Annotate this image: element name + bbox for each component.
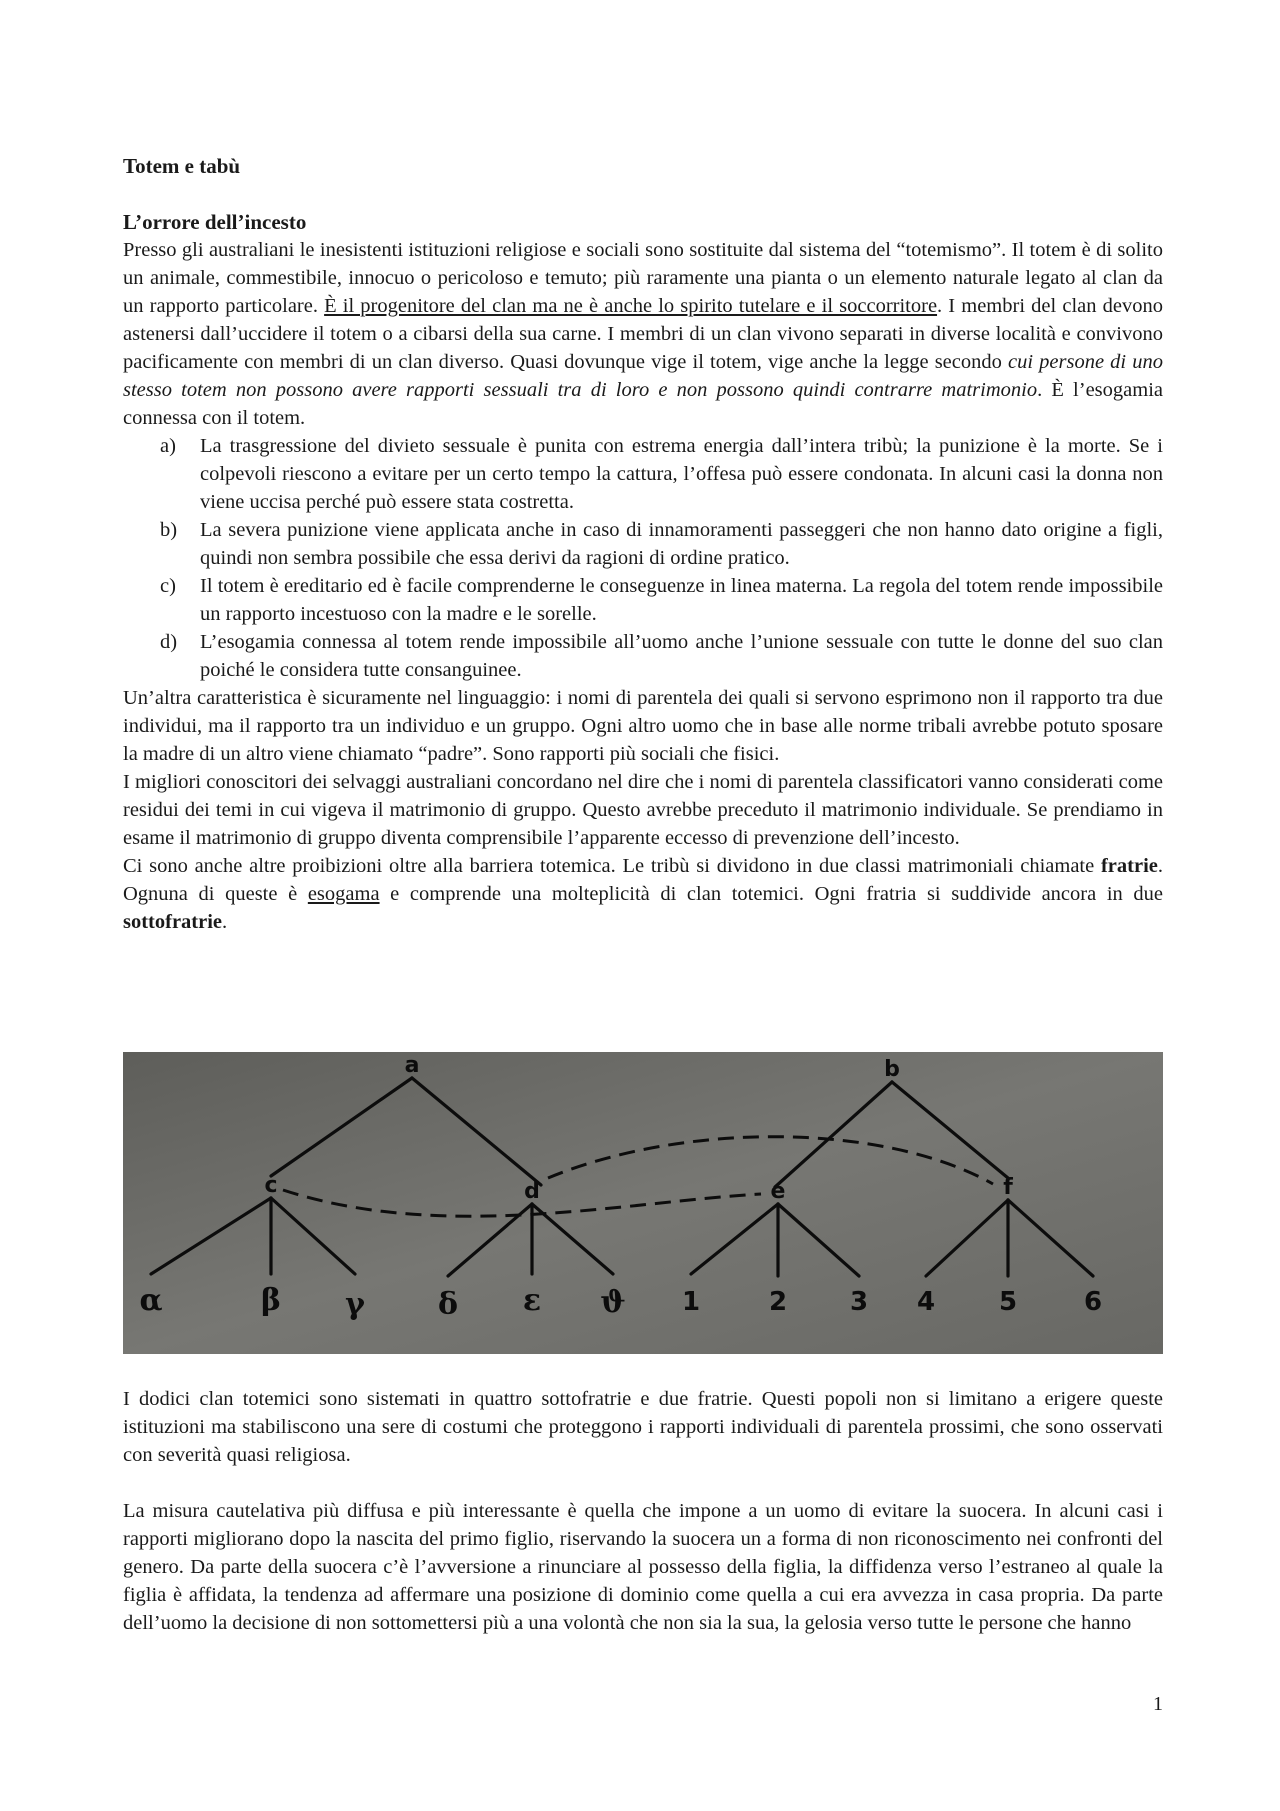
intro-underlined: È il progenitore del clan ma ne è anche lo spirito tutelare e il soccorritore [324, 295, 938, 317]
fratrie-text-1: Ci sono anche altre proibizioni oltre alla barriera totemica. Le tribù si dividono in due classi matrimoniali chiamate [123, 855, 1101, 877]
intro-text-3: . È l’esogamia connessa con il totem. [123, 379, 1163, 429]
fratrie-paragraph [123, 852, 1163, 936]
list-item [160, 432, 1163, 516]
section-mother-in-law [123, 1497, 1163, 1637]
list-item [160, 628, 1163, 684]
list-marker: c) [160, 575, 176, 597]
fratrie-text-2: . Ognuna di queste è [123, 855, 1163, 905]
kinship-diagram-svg [123, 1052, 1163, 1354]
clans-paragraph: I dodici clan totemici sono sistemati in quattro sottofratrie e due fratrie. Questi popoli non si limitano a erigere queste istituzioni ma stabiliscono una sere di costumi che proteggono i rapporti individuali di parentela prossimi, che sono osservati con severità quasi religiosa. [123, 1388, 1163, 1466]
list-item [160, 572, 1163, 628]
document-title: Totem e tabù [123, 154, 241, 178]
node-clan-beta: β [261, 1283, 281, 1318]
language-paragraph: Un’altra caratteristica è sicuramente nel linguaggio: i nomi di parentela dei quali si servono esprimono non il rapporto tra due individui, ma il rapporto tra un individuo e un gruppo. Ogni altro uomo che in base alle norme tribali avrebbe potuto sposare la madre di un altro viene chiamato “padre”. Sono rapporti più sociali che fisici. [123, 687, 1163, 765]
node-clan-theta: ϑ [600, 1285, 626, 1320]
intro-text-1: Presso gli australiani le inesistenti istituzioni religiose e sociali sono sostituite dal sistema del “totemismo”. Il totem è di solito un animale, commestibile, innocuo o pericoloso e temuto; più raramente una pianta o un elemento naturale legato al clan da un rapporto particolare. [123, 239, 1163, 317]
kinship-diagram [123, 1052, 1163, 1354]
intro-text-2: . I membri del clan devono astenersi dall’uccidere il totem o a cibarsi della sua carne. I membri di un clan vivono separati in diverse località e convivono pacificamente con membri di un clan diverso. Quasi dovunque vige il totem, vige anche la legge secondo [123, 295, 1163, 373]
node-clan-2: 2 [768, 1287, 788, 1317]
list-marker: a) [160, 435, 176, 457]
fratrie-text-3: e comprende una molteplicità di clan totemici. Ogni fratria si suddivide ancora in due [379, 883, 1163, 905]
section-incest [123, 208, 1163, 936]
node-sottofratria-c: c [264, 1173, 278, 1198]
node-sottofratria-d: d [524, 1179, 540, 1204]
node-clan-5: 5 [998, 1287, 1018, 1317]
section-after-diagram [123, 1385, 1163, 1469]
term-sottofratrie: sottofratrie [123, 911, 223, 933]
rules-list [123, 432, 1163, 684]
node-clan-3: 3 [849, 1287, 869, 1317]
list-item [160, 516, 1163, 572]
list-marker: b) [160, 519, 178, 541]
list-marker: d) [160, 631, 178, 653]
term-fratrie: fratrie [1100, 855, 1158, 877]
node-clan-alpha: α [139, 1283, 163, 1318]
node-clan-epsilon: ε [522, 1283, 542, 1318]
intro-paragraph [123, 236, 1163, 432]
node-clan-delta: δ [437, 1287, 459, 1322]
node-sottofratria-e: e [770, 1179, 786, 1204]
page-number: 1 [1153, 1693, 1163, 1715]
experts-paragraph: I migliori conoscitori dei selvaggi australiani concordano nel dire che i nomi di parentela classificatori vanno considerati come residui dei temi in cui vigeva il matrimonio di gruppo. Questo avrebbe preceduto il matrimonio individuale. Se prendiamo in esame il matrimonio di gruppo diventa comprensibile l’apparente eccesso di prevenzione dell’incesto. [123, 771, 1163, 849]
intro-italic: cui persone di uno stesso totem non possono avere rapporti sessuali tra di loro e non possono quindi contrarre matrimonio [123, 351, 1163, 401]
list-item-text: L’esogamia connessa al totem rende impossibile all’uomo anche l’unione sessuale con tutte le donne del suo clan poiché le considera tutte consanguinee. [200, 631, 1163, 681]
list-item-text: Il totem è ereditario ed è facile comprenderne le conseguenze in linea materna. La regola del totem rende impossibile un rapporto incestuoso con la madre e le sorelle. [200, 575, 1163, 625]
list-item-text: La severa punizione viene applicata anche in caso di innamoramenti passeggeri che non hanno dato origine a figli, quindi non sembra possibile che essa derivi da ragioni di ordine pratico. [200, 519, 1163, 569]
term-esogama: esogama [307, 883, 380, 905]
node-fratria-b: b [884, 1057, 900, 1082]
node-fratria-a: a [404, 1053, 420, 1078]
node-clan-1: 1 [681, 1287, 701, 1317]
fratrie-text-4: . [222, 911, 228, 933]
section-heading: L’orrore dell’incesto [123, 210, 307, 234]
node-sottofratria-f: f [1003, 1175, 1013, 1200]
list-item-text: La trasgressione del divieto sessuale è punita con estrema energia dall’intera tribù; la punizione è la morte. Se i colpevoli riescono a evitare per un certo tempo la cattura, l’offesa può essere condonata. In alcuni casi la donna non viene uccisa perché può essere stata costretta. [200, 435, 1163, 513]
node-clan-4: 4 [916, 1287, 936, 1317]
mother-in-law-paragraph: La misura cautelativa più diffusa e più interessante è quella che impone a un uomo di evitare la suocera. In alcuni casi i rapporti migliorano dopo la nascita del primo figlio, riservando la suocera un a forma di non riconoscimento nei confronti del genero. Da parte della suocera c’è l’avversione a rinunciare al possesso della figlia, la diffidenza verso l’estraneo al quale la figlia è affidata, la tendenza ad affermare una posizione di dominio come quella a cui era avvezza in casa propria. Da parte dell’uomo la decisione di non sottomettersi più a una volontà che non sia la sua, la gelosia verso tutte le persone che hanno [123, 1500, 1163, 1634]
node-clan-gamma: γ [345, 1287, 365, 1322]
node-clan-6: 6 [1083, 1287, 1103, 1317]
